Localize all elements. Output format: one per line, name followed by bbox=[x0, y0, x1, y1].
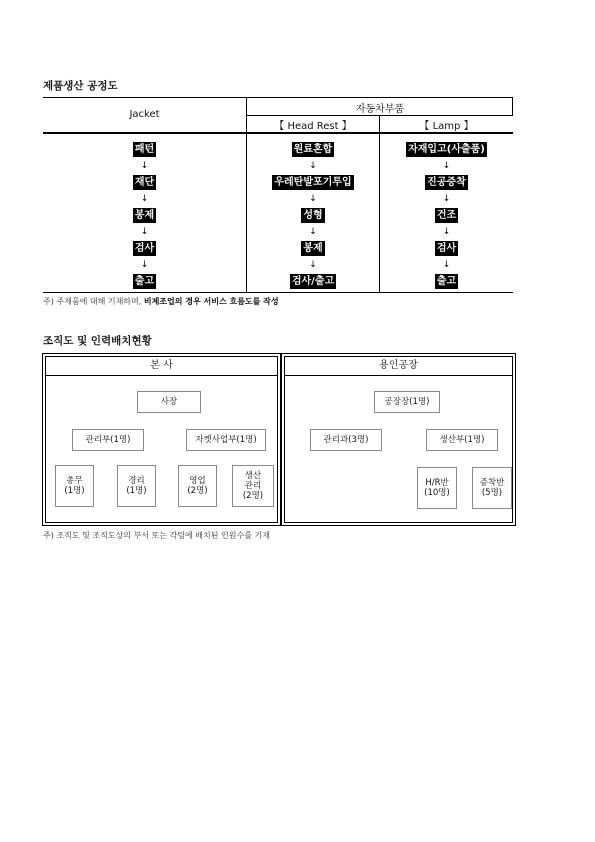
down-arrow-icon: ↓ bbox=[442, 260, 451, 270]
lamp-header: 【 Lamp 】 bbox=[419, 121, 474, 132]
process-step: 검사/출고 bbox=[291, 276, 335, 287]
process-step: 출고 bbox=[134, 276, 155, 287]
org-chart-note: 주) 조직도 및 조직도상의 부서 또는 각팀에 배치된 인원수를 기재 bbox=[43, 531, 270, 540]
process-table bbox=[43, 97, 513, 293]
down-arrow-icon: ↓ bbox=[140, 260, 149, 270]
down-arrow-icon: ↓ bbox=[442, 161, 451, 171]
process-step: 출고 bbox=[436, 276, 457, 287]
admin-dept-box: 관리부(1명) bbox=[72, 429, 144, 451]
down-arrow-icon: ↓ bbox=[442, 227, 451, 237]
note-text: 주) 주제품에 대해 기재하며, bbox=[43, 297, 144, 306]
hq-header: 본 사 bbox=[46, 357, 277, 376]
down-arrow-icon: ↓ bbox=[140, 227, 149, 237]
jacket-division-box: 자켓사업부(1명) bbox=[186, 429, 266, 451]
process-step: 건조 bbox=[436, 210, 457, 221]
down-arrow-icon: ↓ bbox=[140, 161, 149, 171]
process-step: 봉제 bbox=[134, 210, 155, 221]
process-chart-title: 제품생산 공정도 bbox=[43, 80, 118, 92]
team-box-accounting: 경리 (1명) bbox=[117, 465, 156, 507]
ceo-box: 사장 bbox=[137, 391, 201, 413]
production-dept-box: 생산부(1명) bbox=[426, 429, 498, 451]
factory-head-box: 공장장(1명) bbox=[374, 391, 440, 413]
process-step: 자재입고(사출품) bbox=[408, 144, 485, 155]
management-section-box: 관리과(3명) bbox=[310, 429, 382, 451]
down-arrow-icon: ↓ bbox=[442, 194, 451, 204]
team-box-general-affairs: 총무 (1명) bbox=[55, 465, 94, 507]
process-chart-note bbox=[43, 296, 279, 307]
auto-parts-header: 자동차부품 bbox=[355, 104, 405, 115]
process-step: 원료혼합 bbox=[293, 144, 333, 155]
lamp-process-column bbox=[380, 142, 513, 289]
note-emphasis: 비제조업의 경우 서비스 흐름도를 작성 bbox=[143, 297, 279, 306]
factory-header: 용인공장 bbox=[285, 357, 512, 376]
process-step: 성형 bbox=[303, 210, 323, 221]
jacket-process-column bbox=[43, 142, 246, 289]
down-arrow-icon: ↓ bbox=[309, 194, 317, 204]
team-box-deposition: 증착반 (5명) bbox=[472, 467, 512, 509]
hq-panel bbox=[42, 353, 281, 526]
org-chart-title: 조직도 및 인력배치현황 bbox=[43, 335, 152, 347]
factory-panel bbox=[281, 353, 516, 526]
process-step: 패턴 bbox=[134, 144, 155, 155]
process-step: 검사 bbox=[436, 243, 457, 254]
team-box-sales: 영업 (2명) bbox=[178, 465, 217, 507]
team-box-hr: H/R반 (10명) bbox=[417, 467, 457, 509]
headrest-header: 【 Head Rest 】 bbox=[274, 121, 352, 132]
process-step: 검사 bbox=[134, 243, 155, 254]
process-step: 우레탄발포기투입 bbox=[274, 177, 352, 188]
down-arrow-icon: ↓ bbox=[309, 161, 317, 171]
down-arrow-icon: ↓ bbox=[140, 194, 149, 204]
process-step: 진공증착 bbox=[427, 177, 466, 188]
process-step: 재단 bbox=[134, 177, 155, 188]
headrest-process-column bbox=[247, 142, 379, 289]
team-box-production-management: 생산 관리 (2명) bbox=[232, 465, 274, 507]
jacket-header: Jacket bbox=[129, 109, 160, 120]
down-arrow-icon: ↓ bbox=[309, 227, 317, 237]
down-arrow-icon: ↓ bbox=[309, 260, 317, 270]
process-step: 봉제 bbox=[303, 243, 323, 254]
